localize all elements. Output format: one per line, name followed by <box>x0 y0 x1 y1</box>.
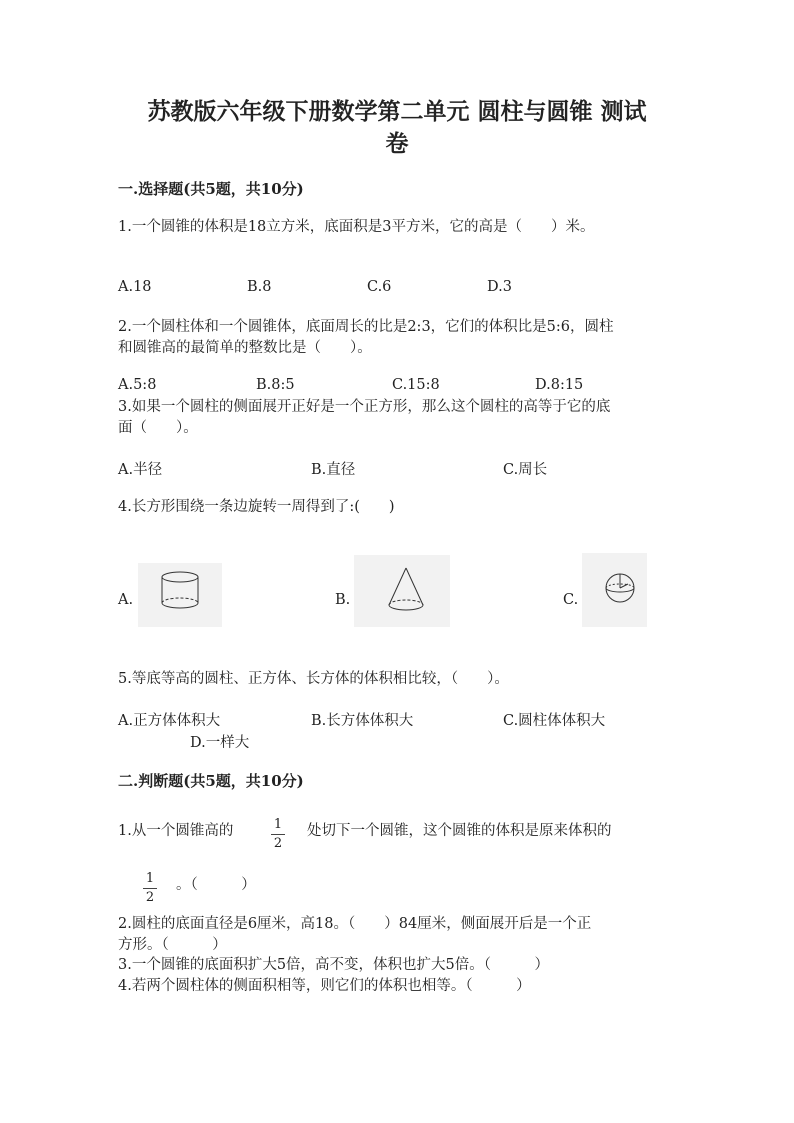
question-text: 2.一个圆柱体和一个圆锥体，底面周长的比是2:3，它们的体积比是5:6，圆柱 <box>118 319 614 335</box>
question-text: 4.长方形围绕一条边旋转一周得到了:( ) <box>118 499 395 515</box>
question-text: 2.圆柱的底面直径是6厘米，高18。（ ）84厘米，侧面展开后是一个正 <box>118 916 592 932</box>
option-c: C.6 <box>367 279 392 295</box>
question-text-continued: 和圆锥高的最简单的整数比是（ ）。 <box>118 340 372 356</box>
fraction-numerator: 1 <box>145 871 155 886</box>
question-text-end: 。（ ） <box>176 877 256 893</box>
fraction-numerator: 1 <box>273 817 283 832</box>
section-heading-choice: 一.选择题(共5题，共10分) <box>118 180 304 198</box>
option-a: A.5:8 <box>118 377 157 393</box>
option-a: A.18 <box>118 279 152 295</box>
fraction-denominator: 2 <box>273 836 283 851</box>
page-title: 苏教版六年级下册数学第二单元 圆柱与圆锥 测试 <box>147 98 647 125</box>
option-b: B. <box>335 592 351 608</box>
fraction-denominator: 2 <box>145 890 155 905</box>
option-c: C.圆柱体体积大 <box>503 713 606 729</box>
fraction <box>143 871 157 906</box>
option-d: D.3 <box>487 279 512 295</box>
fraction <box>271 817 285 852</box>
question-text: 4.若两个圆柱体的侧面积相等，则它们的体积也相等。（ ） <box>118 978 531 994</box>
option-d: D.8:15 <box>535 377 584 393</box>
option-b: B.直径 <box>311 462 356 478</box>
question-text: 1.一个圆锥的体积是18立方米，底面积是3平方米，它的高是（ ）米。 <box>118 219 595 235</box>
option-b: B.8 <box>247 279 272 295</box>
sphere-icon <box>582 553 647 627</box>
cone-icon <box>354 555 450 627</box>
option-a: A.正方体体积大 <box>118 713 221 729</box>
cylinder-icon <box>138 563 222 627</box>
option-c: C.15:8 <box>392 377 440 393</box>
question-text: 3.如果一个圆柱的侧面展开正好是一个正方形，那么这个圆柱的高等于它的底 <box>118 399 611 415</box>
question-text-continued: 处切下一个圆锥，这个圆锥的体积是原来体积的 <box>307 823 612 839</box>
question-text-continued: 面（ ）。 <box>118 420 198 436</box>
question-text: 3.一个圆锥的底面积扩大5倍，高不变，体积也扩大5倍。（ ） <box>118 957 550 973</box>
option-a: A.半径 <box>118 462 163 478</box>
page-title-continued: 卷 <box>385 130 409 157</box>
option-c: C. <box>563 592 579 608</box>
question-text-continued: 方形。（ ） <box>118 937 227 953</box>
option-b: B.长方体体积大 <box>311 713 414 729</box>
option-a: A. <box>118 592 134 608</box>
option-b: B.8:5 <box>256 377 295 393</box>
question-text: 1.从一个圆锥高的 <box>118 823 234 839</box>
section-heading-judgement: 二.判断题(共5题，共10分) <box>118 772 304 790</box>
option-d: D.一样大 <box>190 735 250 751</box>
option-c: C.周长 <box>503 462 548 478</box>
question-text: 5.等底等高的圆柱、正方体、长方体的体积相比较，（ ）。 <box>118 671 509 687</box>
